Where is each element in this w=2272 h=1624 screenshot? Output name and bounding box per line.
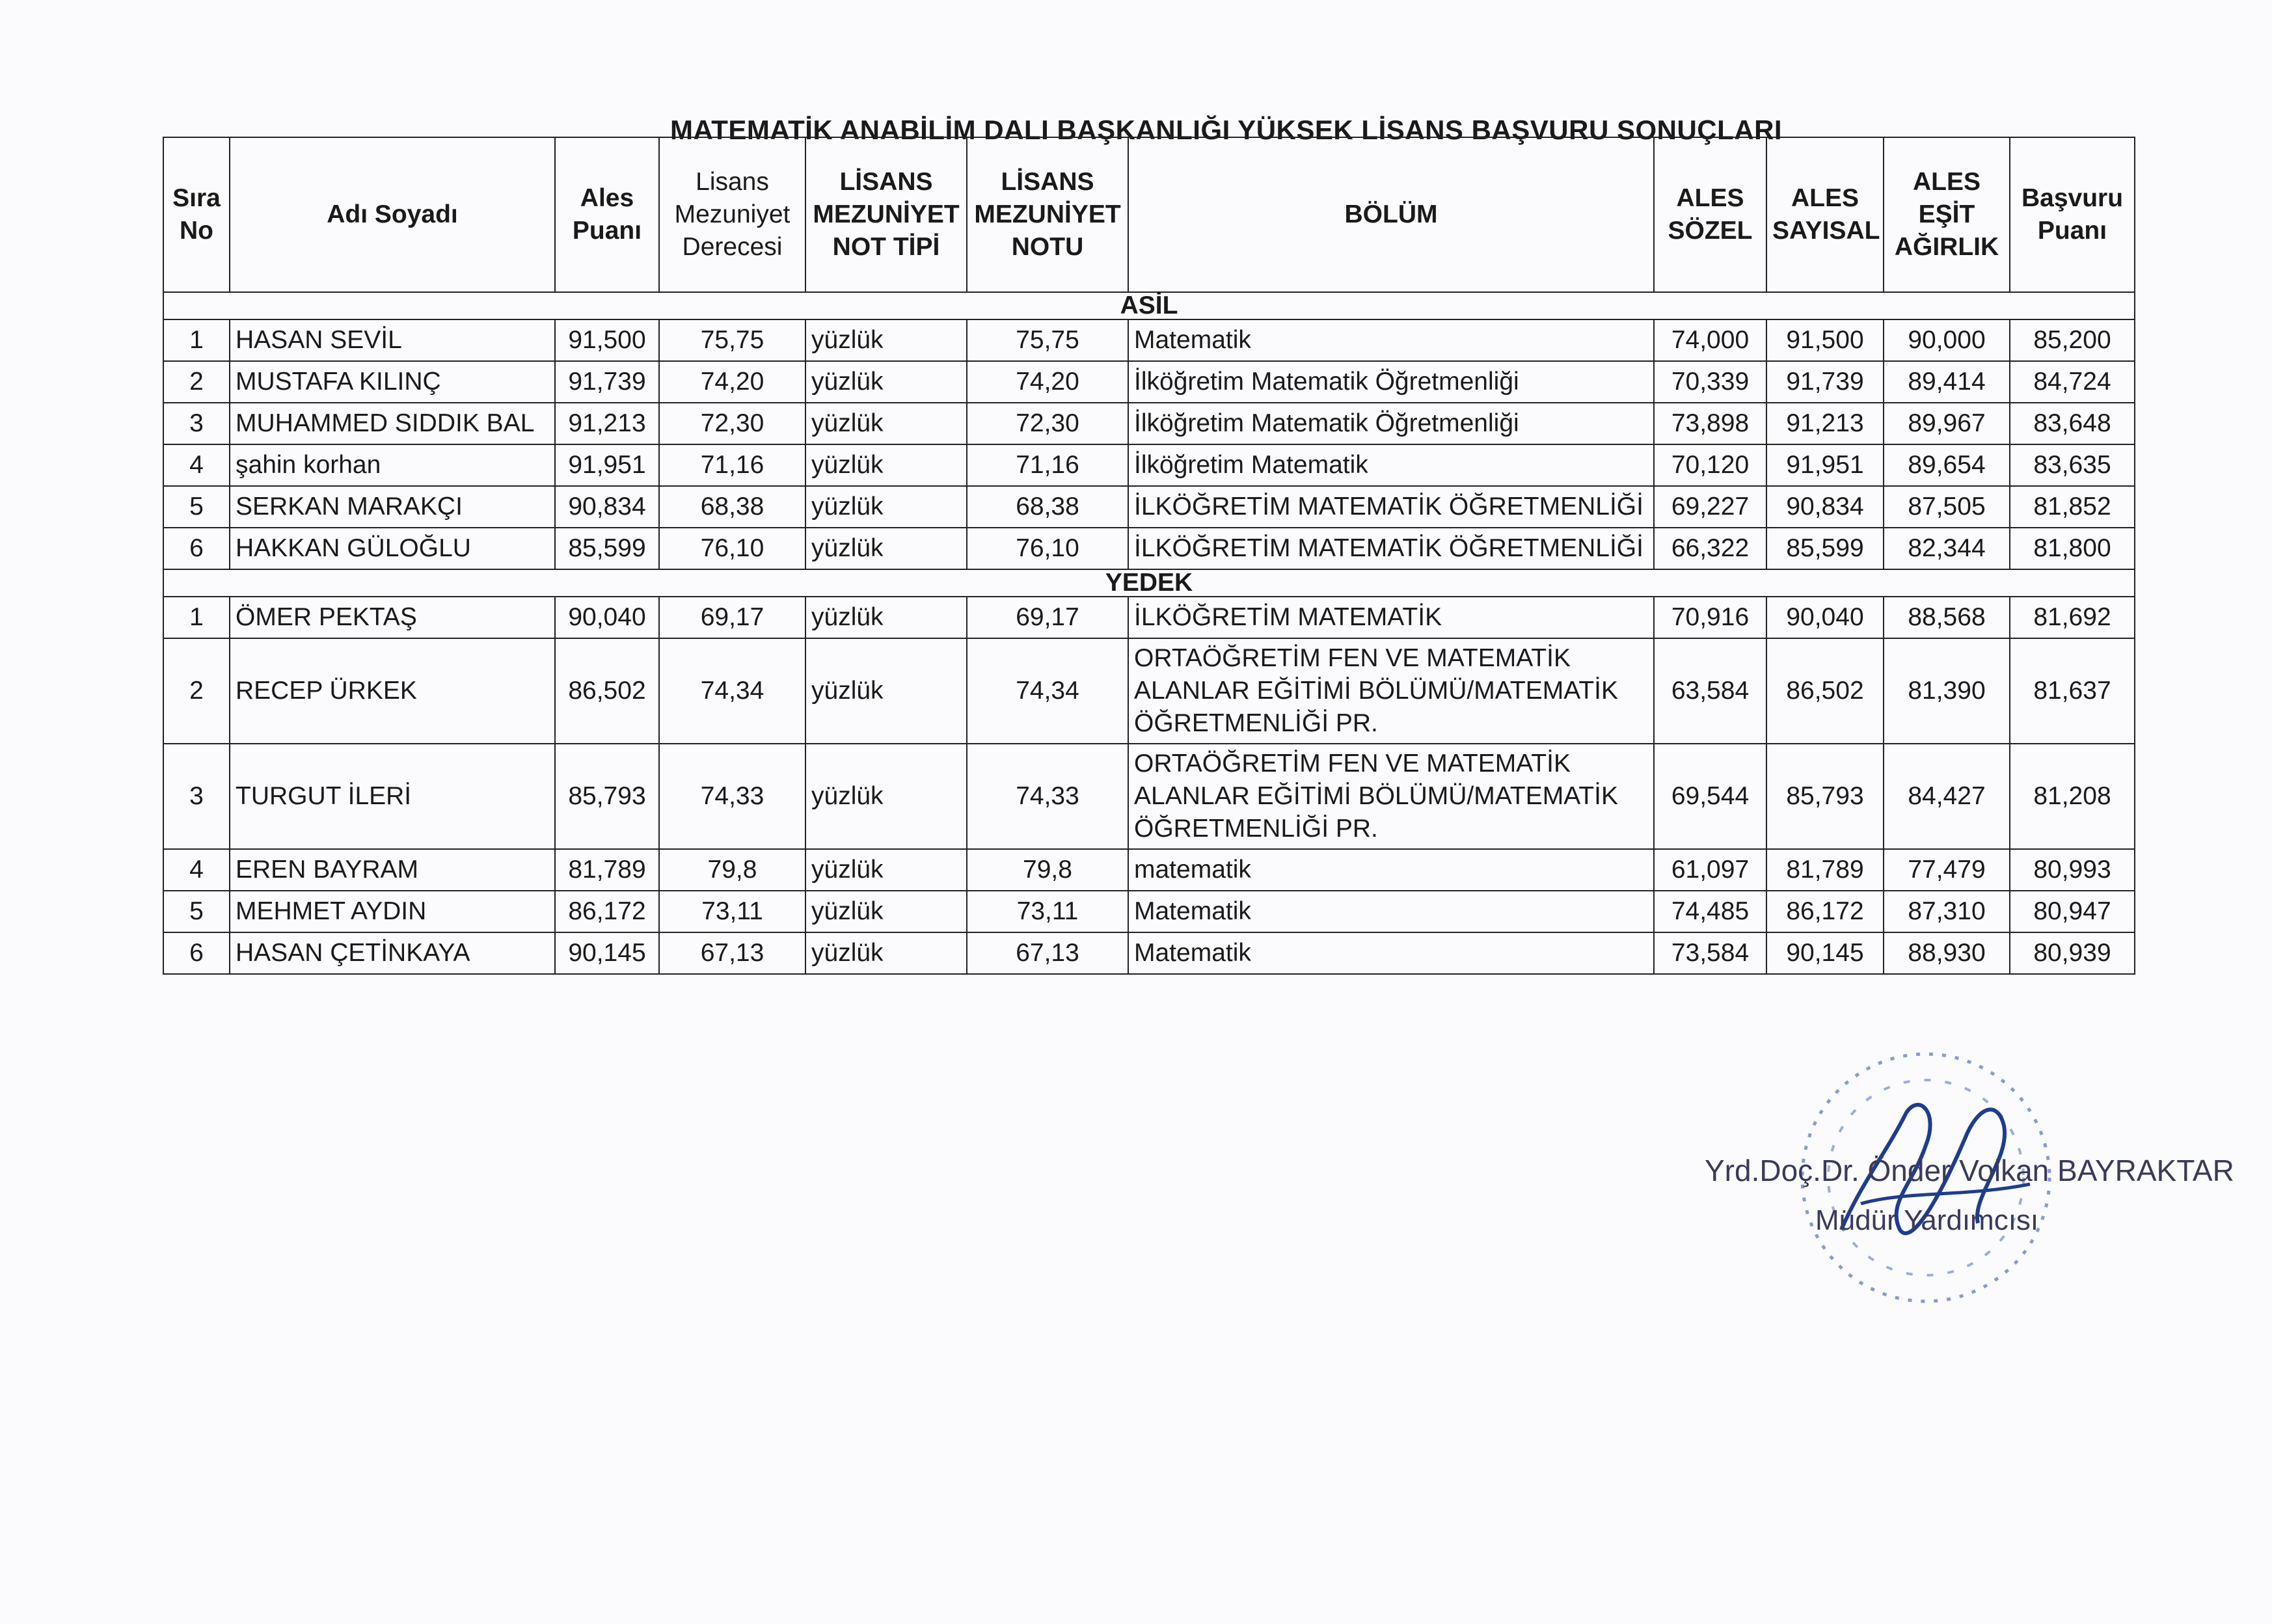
cell-sozel: 74,485 (1654, 891, 1766, 932)
header-lisans-derecesi: Lisans Mezuniyet Derecesi (659, 137, 805, 292)
cell-ales: 91,951 (555, 444, 659, 486)
cell-esit: 89,414 (1884, 361, 2010, 403)
cell-sozel: 74,000 (1654, 319, 1766, 361)
cell-tip: yüzlük (805, 361, 967, 403)
cell-notu: 76,10 (967, 528, 1128, 569)
cell-derece: 68,38 (659, 486, 805, 528)
cell-ales: 90,040 (555, 597, 659, 638)
cell-bolum: matematik (1128, 849, 1654, 891)
cell-tip: yüzlük (805, 932, 967, 974)
cell-tip: yüzlük (805, 891, 967, 932)
cell-basvuru: 81,800 (2010, 528, 2135, 569)
cell-tip: yüzlük (805, 444, 967, 486)
cell-basvuru: 81,692 (2010, 597, 2135, 638)
cell-bolum: İlköğretim Matematik Öğretmenliği (1128, 361, 1654, 403)
cell-notu: 75,75 (967, 319, 1128, 361)
cell-bolum: İLKÖĞRETİM MATEMATİK ÖĞRETMENLİĞİ (1128, 528, 1654, 569)
cell-ales: 86,172 (555, 891, 659, 932)
cell-basvuru: 80,947 (2010, 891, 2135, 932)
cell-sozel: 70,339 (1654, 361, 1766, 403)
cell-bolum: İLKÖĞRETİM MATEMATİK (1128, 597, 1654, 638)
cell-sayisal: 85,599 (1766, 528, 1884, 569)
cell-basvuru: 81,852 (2010, 486, 2135, 528)
signature-role: Müdür Yardımcısı (1815, 1204, 2039, 1236)
cell-sozel: 73,584 (1654, 932, 1766, 974)
cell-name: TURGUT İLERİ (230, 744, 555, 849)
cell-name: MEHMET AYDIN (230, 891, 555, 932)
cell-no: 4 (163, 444, 230, 486)
cell-notu: 74,33 (967, 744, 1128, 849)
header-row (163, 137, 2135, 292)
cell-esit: 88,568 (1884, 597, 2010, 638)
cell-sayisal: 86,502 (1766, 638, 1884, 744)
cell-esit: 88,930 (1884, 932, 2010, 974)
cell-tip: yüzlük (805, 849, 967, 891)
cell-ales: 91,213 (555, 403, 659, 444)
document-title: MATEMATİK ANABİLİM DALI BAŞKANLIĞI YÜKSEK LİSANS BAŞVURU SONUÇLARI (670, 115, 1783, 145)
cell-sayisal: 91,213 (1766, 403, 1884, 444)
cell-bolum: İLKÖĞRETİM MATEMATİK ÖĞRETMENLİĞİ (1128, 486, 1654, 528)
cell-bolum: ORTAÖĞRETİM FEN VE MATEMATİK ALANLAR EĞİTİMİ BÖLÜMÜ/MATEMATİK ÖĞRETMENLİĞİ PR. (1128, 744, 1654, 849)
table-row (163, 361, 2135, 403)
cell-sozel: 66,322 (1654, 528, 1766, 569)
cell-derece: 79,8 (659, 849, 805, 891)
cell-no: 2 (163, 638, 230, 744)
cell-esit: 82,344 (1884, 528, 2010, 569)
cell-sayisal: 85,793 (1766, 744, 1884, 849)
cell-sozel: 63,584 (1654, 638, 1766, 744)
cell-basvuru: 80,939 (2010, 932, 2135, 974)
signature-stamp (1692, 1035, 2234, 1347)
cell-sozel: 70,916 (1654, 597, 1766, 638)
header-ales-esit-agirlik: ALES EŞİT AĞIRLIK (1884, 137, 2010, 292)
cell-notu: 71,16 (967, 444, 1128, 486)
section-row-yedek (163, 569, 2135, 597)
cell-name: RECEP ÜRKEK (230, 638, 555, 744)
cell-basvuru: 83,635 (2010, 444, 2135, 486)
signature-name: Yrd.Doç.Dr. Önder Volkan BAYRAKTAR (1705, 1154, 2234, 1187)
signature-stamp-graphic (1692, 1035, 2234, 1347)
cell-sozel: 69,544 (1654, 744, 1766, 849)
header-lisans-not-tipi: LİSANS MEZUNİYET NOT TİPİ (805, 137, 967, 292)
cell-sayisal: 91,951 (1766, 444, 1884, 486)
cell-sayisal: 90,145 (1766, 932, 1884, 974)
cell-bolum: Matematik (1128, 319, 1654, 361)
cell-sozel: 61,097 (1654, 849, 1766, 891)
cell-sozel: 70,120 (1654, 444, 1766, 486)
header-basvuru-puani: Başvuru Puanı (2010, 137, 2135, 292)
cell-esit: 89,654 (1884, 444, 2010, 486)
cell-ales: 91,500 (555, 319, 659, 361)
section-label: ASİL (163, 292, 2135, 319)
cell-esit: 87,310 (1884, 891, 2010, 932)
cell-notu: 79,8 (967, 849, 1128, 891)
header-sira-no: Sıra No (163, 137, 230, 292)
cell-notu: 69,17 (967, 597, 1128, 638)
cell-tip: yüzlük (805, 403, 967, 444)
header-adi-soyadi: Adı Soyadı (230, 137, 555, 292)
cell-derece: 74,34 (659, 638, 805, 744)
table-row (163, 486, 2135, 528)
cell-name: HASAN SEVİL (230, 319, 555, 361)
cell-no: 2 (163, 361, 230, 403)
cell-notu: 72,30 (967, 403, 1128, 444)
cell-basvuru: 83,648 (2010, 403, 2135, 444)
cell-basvuru: 84,724 (2010, 361, 2135, 403)
cell-tip: yüzlük (805, 638, 967, 744)
cell-derece: 67,13 (659, 932, 805, 974)
cell-ales: 81,789 (555, 849, 659, 891)
table-row (163, 744, 2135, 849)
cell-derece: 72,30 (659, 403, 805, 444)
results-table (163, 137, 2135, 975)
cell-ales: 85,793 (555, 744, 659, 849)
header-bolum: BÖLÜM (1128, 137, 1654, 292)
cell-bolum: Matematik (1128, 932, 1654, 974)
cell-ales: 90,834 (555, 486, 659, 528)
cell-tip: yüzlük (805, 528, 967, 569)
table-row (163, 891, 2135, 932)
header-ales-sozel: ALES SÖZEL (1654, 137, 1766, 292)
cell-no: 3 (163, 403, 230, 444)
cell-esit: 84,427 (1884, 744, 2010, 849)
cell-sozel: 73,898 (1654, 403, 1766, 444)
cell-no: 6 (163, 528, 230, 569)
cell-ales: 86,502 (555, 638, 659, 744)
table-row (163, 932, 2135, 974)
cell-basvuru: 85,200 (2010, 319, 2135, 361)
section-row-asil (163, 292, 2135, 319)
cell-name: şahin korhan (230, 444, 555, 486)
section-label: YEDEK (163, 569, 2135, 597)
cell-sozel: 69,227 (1654, 486, 1766, 528)
cell-sayisal: 86,172 (1766, 891, 1884, 932)
table-row (163, 444, 2135, 486)
cell-no: 1 (163, 319, 230, 361)
cell-sayisal: 91,500 (1766, 319, 1884, 361)
cell-esit: 90,000 (1884, 319, 2010, 361)
cell-no: 3 (163, 744, 230, 849)
cell-no: 5 (163, 891, 230, 932)
cell-name: HAKKAN GÜLOĞLU (230, 528, 555, 569)
cell-notu: 73,11 (967, 891, 1128, 932)
cell-no: 6 (163, 932, 230, 974)
header-ales-puani: Ales Puanı (555, 137, 659, 292)
cell-esit: 77,479 (1884, 849, 2010, 891)
table-row (163, 403, 2135, 444)
cell-esit: 81,390 (1884, 638, 2010, 744)
cell-no: 1 (163, 597, 230, 638)
cell-notu: 74,34 (967, 638, 1128, 744)
cell-basvuru: 80,993 (2010, 849, 2135, 891)
cell-sayisal: 90,040 (1766, 597, 1884, 638)
cell-esit: 89,967 (1884, 403, 2010, 444)
cell-name: HASAN ÇETİNKAYA (230, 932, 555, 974)
cell-no: 5 (163, 486, 230, 528)
cell-name: SERKAN MARAKÇI (230, 486, 555, 528)
cell-derece: 73,11 (659, 891, 805, 932)
cell-basvuru: 81,208 (2010, 744, 2135, 849)
cell-bolum: İlköğretim Matematik (1128, 444, 1654, 486)
table-row (163, 597, 2135, 638)
table-row (163, 319, 2135, 361)
cell-derece: 75,75 (659, 319, 805, 361)
cell-name: EREN BAYRAM (230, 849, 555, 891)
cell-derece: 74,20 (659, 361, 805, 403)
cell-derece: 71,16 (659, 444, 805, 486)
cell-esit: 87,505 (1884, 486, 2010, 528)
cell-sayisal: 81,789 (1766, 849, 1884, 891)
cell-derece: 76,10 (659, 528, 805, 569)
cell-name: MUSTAFA KILINÇ (230, 361, 555, 403)
cell-ales: 85,599 (555, 528, 659, 569)
table-row (163, 849, 2135, 891)
cell-tip: yüzlük (805, 597, 967, 638)
cell-derece: 74,33 (659, 744, 805, 849)
cell-sayisal: 90,834 (1766, 486, 1884, 528)
cell-tip: yüzlük (805, 319, 967, 361)
cell-notu: 68,38 (967, 486, 1128, 528)
cell-bolum: İlköğretim Matematik Öğretmenliği (1128, 403, 1654, 444)
cell-bolum: ORTAÖĞRETİM FEN VE MATEMATİK ALANLAR EĞİTİMİ BÖLÜMÜ/MATEMATİK ÖĞRETMENLİĞİ PR. (1128, 638, 1654, 744)
cell-ales: 91,739 (555, 361, 659, 403)
cell-sayisal: 91,739 (1766, 361, 1884, 403)
cell-name: MUHAMMED SIDDIK BAL (230, 403, 555, 444)
cell-derece: 69,17 (659, 597, 805, 638)
cell-no: 4 (163, 849, 230, 891)
table-row (163, 528, 2135, 569)
header-ales-sayisal: ALES SAYISAL (1766, 137, 1884, 292)
cell-name: ÖMER PEKTAŞ (230, 597, 555, 638)
header-lisans-notu: LİSANS MEZUNİYET NOTU (967, 137, 1128, 292)
cell-basvuru: 81,637 (2010, 638, 2135, 744)
cell-bolum: Matematik (1128, 891, 1654, 932)
cell-notu: 67,13 (967, 932, 1128, 974)
cell-ales: 90,145 (555, 932, 659, 974)
cell-tip: yüzlük (805, 486, 967, 528)
table-row (163, 638, 2135, 744)
cell-tip: yüzlük (805, 744, 967, 849)
cell-notu: 74,20 (967, 361, 1128, 403)
